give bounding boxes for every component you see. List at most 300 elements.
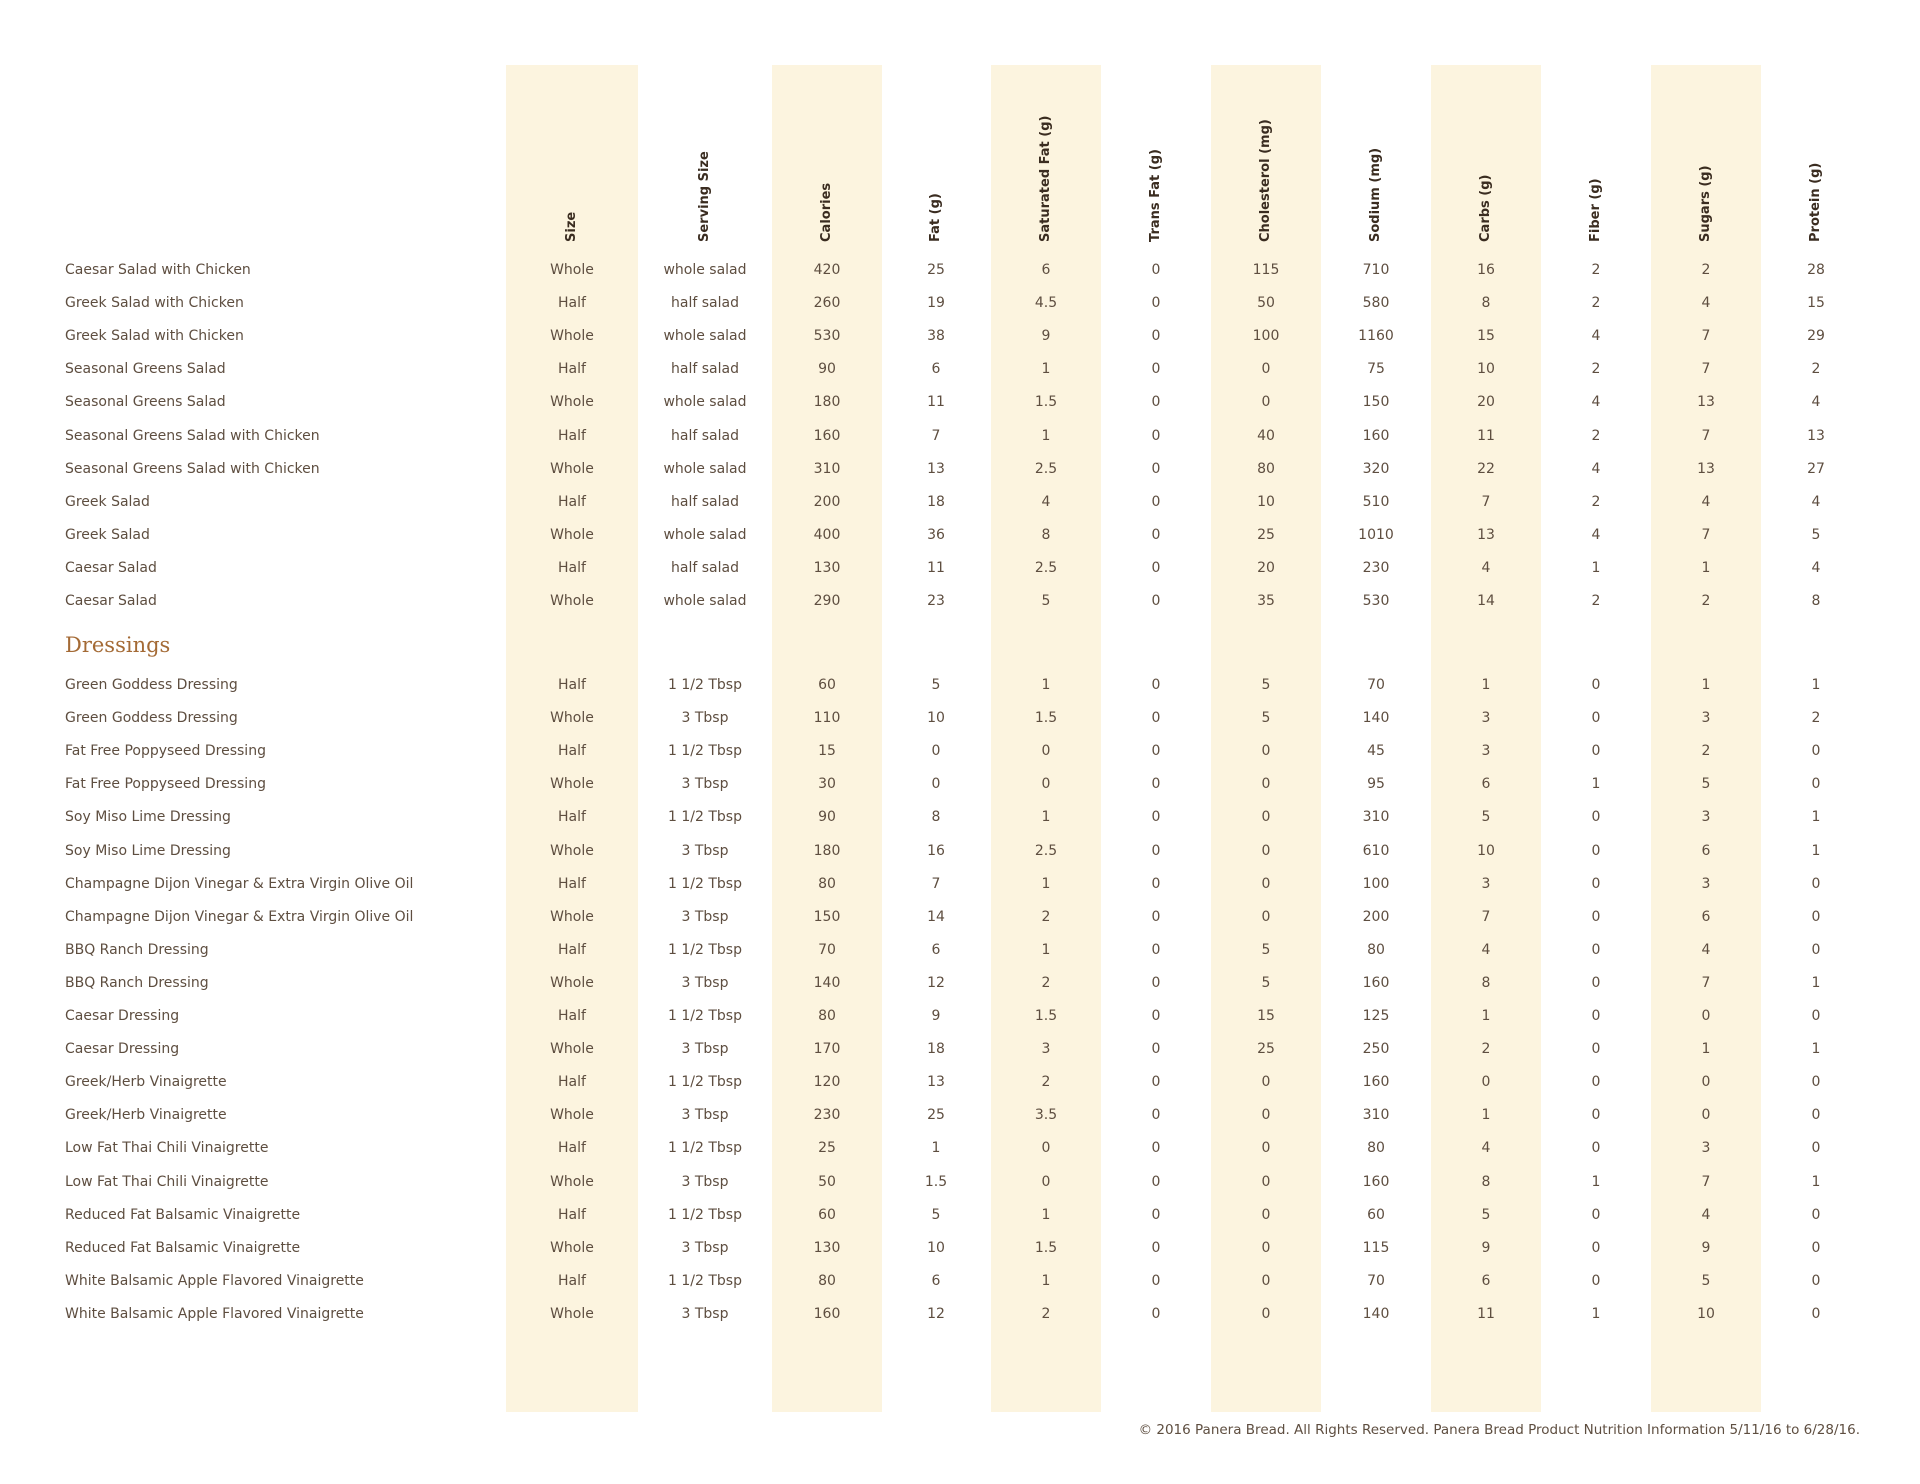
table-cell: 1 xyxy=(1811,842,1821,859)
table-cell: Whole xyxy=(550,908,594,925)
table-cell: 310 xyxy=(1362,1107,1390,1124)
table-cell: 0 xyxy=(1261,809,1271,826)
table-cell: 13 xyxy=(1697,394,1715,411)
table-cell: 50 xyxy=(1257,295,1275,312)
table-cell: 0 xyxy=(1151,1173,1161,1190)
table-cell: 1 xyxy=(1481,1008,1491,1024)
table-cell: 1 xyxy=(1041,677,1051,693)
table-cell: whole salad xyxy=(663,262,747,278)
table-cell: 0 xyxy=(1261,875,1271,892)
table-cell: 6 xyxy=(931,1272,941,1289)
table-cell: 230 xyxy=(813,1107,841,1124)
table-cell: 1 1/2 Tbsp xyxy=(668,1008,742,1024)
table-cell: 0 xyxy=(1151,1074,1161,1091)
column-header: Cholesterol (mg) xyxy=(1258,119,1273,242)
table-cell: 0 xyxy=(931,776,941,793)
table-cell: 115 xyxy=(1362,1239,1390,1256)
table-cell: 1 xyxy=(1041,941,1051,958)
item-name: Caesar Dressing xyxy=(65,1008,180,1024)
item-name: Seasonal Greens Salad xyxy=(65,361,226,378)
table-cell: 7 xyxy=(1701,427,1711,444)
table-cell: 25 xyxy=(1257,1041,1275,1058)
item-name: Seasonal Greens Salad with Chicken xyxy=(65,427,320,444)
table-cell: 1 xyxy=(1811,974,1821,991)
table-cell: 160 xyxy=(1362,1074,1390,1091)
table-cell: 0 xyxy=(1591,1206,1601,1223)
table-cell: 3 xyxy=(1701,710,1711,727)
table-cell: 710 xyxy=(1362,262,1390,278)
table-cell: 180 xyxy=(813,842,841,859)
table-cell: 0 xyxy=(1811,1272,1821,1289)
table-cell: 200 xyxy=(1362,908,1390,925)
table-cell: 45 xyxy=(1367,743,1385,760)
table-cell: 1 xyxy=(1811,1041,1821,1058)
table-cell: 5 xyxy=(1811,526,1821,543)
item-name: Greek Salad with Chicken xyxy=(65,328,244,345)
table-cell: 29 xyxy=(1807,328,1825,345)
table-cell: whole salad xyxy=(663,593,747,609)
table-cell: Whole xyxy=(550,1305,594,1322)
table-cell: 125 xyxy=(1362,1008,1390,1024)
table-cell: 0 xyxy=(1261,1107,1271,1124)
item-name: Greek Salad xyxy=(65,526,150,543)
table-cell: 2 xyxy=(1701,743,1711,760)
item-name: Champagne Dijon Vinegar & Extra Virgin Olive Oil xyxy=(65,908,414,925)
table-cell: 0 xyxy=(1811,1239,1821,1256)
table-cell: 80 xyxy=(1367,1140,1385,1157)
table-cell: 14 xyxy=(927,908,945,925)
table-cell: 18 xyxy=(927,1041,945,1058)
table-cell: Whole xyxy=(550,776,594,793)
table-cell: 2.5 xyxy=(1034,842,1058,859)
table-cell: Whole xyxy=(550,262,594,278)
table-cell: 13 xyxy=(1697,460,1715,477)
table-cell: 1 xyxy=(1591,1305,1601,1322)
table-cell: 3 Tbsp xyxy=(681,1173,729,1190)
table-cell: 320 xyxy=(1362,460,1390,477)
table-cell: 0 xyxy=(1261,1272,1271,1289)
table-cell: 2 xyxy=(1591,427,1601,444)
table-cell: 0 xyxy=(1701,1008,1711,1024)
column-header: Protein (g) xyxy=(1808,162,1823,242)
table-cell: 6 xyxy=(1481,1272,1491,1289)
table-cell: 3 Tbsp xyxy=(681,710,729,727)
table-cell: 5 xyxy=(931,677,941,693)
table-cell: 0 xyxy=(1151,262,1161,278)
table-cell: 1 xyxy=(1811,677,1821,693)
table-cell: 0 xyxy=(1591,1008,1601,1024)
table-cell: 0 xyxy=(1261,394,1271,411)
table-cell: 2 xyxy=(1041,908,1051,925)
table-cell: 8 xyxy=(1811,593,1821,609)
table-cell: 4.5 xyxy=(1034,295,1058,312)
table-cell: 3 xyxy=(1481,710,1491,727)
table-cell: 100 xyxy=(1252,328,1280,345)
table-cell: 4 xyxy=(1811,394,1821,411)
item-name: BBQ Ranch Dressing xyxy=(65,974,209,991)
item-name: White Balsamic Apple Flavored Vinaigrette xyxy=(65,1305,364,1322)
table-cell: 0 xyxy=(1151,361,1161,378)
table-cell: 0 xyxy=(1591,941,1601,958)
table-cell: 13 xyxy=(927,1074,945,1091)
table-cell: 90 xyxy=(818,361,836,378)
table-cell: 290 xyxy=(813,593,841,609)
table-cell: 16 xyxy=(927,842,945,859)
table-cell: 3 Tbsp xyxy=(681,1107,729,1124)
table-cell: 130 xyxy=(813,1239,841,1256)
item-name: Low Fat Thai Chili Vinaigrette xyxy=(65,1173,269,1190)
table-cell: 5 xyxy=(1701,776,1711,793)
table-cell: 5 xyxy=(1261,941,1271,958)
table-cell: Half xyxy=(558,809,586,826)
table-cell: 0 xyxy=(1041,743,1051,760)
table-cell: Whole xyxy=(550,460,594,477)
item-name: Caesar Salad xyxy=(65,593,157,609)
item-name: Greek/Herb Vinaigrette xyxy=(65,1074,227,1091)
table-cell: 28 xyxy=(1807,262,1825,278)
table-cell: 1 xyxy=(1041,1272,1051,1289)
table-cell: 0 xyxy=(1151,493,1161,510)
table-cell: 10 xyxy=(1697,1305,1715,1322)
table-cell: 4 xyxy=(1591,328,1601,345)
table-cell: 530 xyxy=(1362,593,1390,609)
table-cell: 15 xyxy=(818,743,836,760)
table-cell: 0 xyxy=(1811,776,1821,793)
table-cell: 1 xyxy=(1591,559,1601,576)
table-cell: 5 xyxy=(1481,809,1491,826)
table-cell: 1 xyxy=(1041,361,1051,378)
table-cell: 3 Tbsp xyxy=(681,974,729,991)
table-cell: 4 xyxy=(1481,941,1491,958)
table-cell: 3 Tbsp xyxy=(681,1239,729,1256)
item-name: Soy Miso Lime Dressing xyxy=(65,842,231,859)
table-cell: 0 xyxy=(1481,1074,1491,1091)
table-cell: 0 xyxy=(1151,1041,1161,1058)
table-cell: 200 xyxy=(813,493,841,510)
table-cell: 150 xyxy=(813,908,841,925)
table-cell: 0 xyxy=(1591,908,1601,925)
item-name: Caesar Dressing xyxy=(65,1041,180,1058)
table-cell: 130 xyxy=(813,559,841,576)
table-cell: 4 xyxy=(1701,493,1711,510)
table-cell: 1 xyxy=(1701,1041,1711,1058)
table-cell: 530 xyxy=(813,328,841,345)
table-cell: 0 xyxy=(1151,842,1161,859)
table-cell: 3 xyxy=(1701,1140,1711,1157)
table-cell: 25 xyxy=(1257,526,1275,543)
table-cell: 4 xyxy=(1041,493,1051,510)
column-header: Serving Size xyxy=(697,151,712,242)
table-cell: 0 xyxy=(1811,1107,1821,1124)
table-cell: 19 xyxy=(927,295,945,312)
table-cell: 2 xyxy=(1811,710,1821,727)
table-cell: 160 xyxy=(813,427,841,444)
table-cell: Whole xyxy=(550,842,594,859)
table-cell: 25 xyxy=(927,262,945,278)
item-name: Fat Free Poppyseed Dressing xyxy=(65,776,266,793)
table-cell: 80 xyxy=(1257,460,1275,477)
item-name: Reduced Fat Balsamic Vinaigrette xyxy=(65,1206,301,1223)
table-cell: 610 xyxy=(1362,842,1390,859)
table-cell: 25 xyxy=(818,1140,836,1157)
table-cell: 1 1/2 Tbsp xyxy=(668,1272,742,1289)
table-cell: 6 xyxy=(1481,776,1491,793)
column-header: Fiber (g) xyxy=(1588,178,1603,242)
table-cell: 0 xyxy=(1151,1272,1161,1289)
table-cell: 1 1/2 Tbsp xyxy=(668,875,742,892)
table-cell: 0 xyxy=(1151,1008,1161,1024)
table-cell: 160 xyxy=(1362,1173,1390,1190)
item-name: Caesar Salad xyxy=(65,559,157,576)
table-cell: 2.5 xyxy=(1034,460,1058,477)
table-cell: 1.5 xyxy=(1034,1008,1058,1024)
table-cell: 3 Tbsp xyxy=(681,842,729,859)
table-cell: 15 xyxy=(1807,295,1825,312)
table-cell: 0 xyxy=(1151,427,1161,444)
table-cell: Half xyxy=(558,1008,586,1024)
table-cell: 8 xyxy=(1481,295,1491,312)
table-cell: 70 xyxy=(1367,677,1385,693)
table-cell: 0 xyxy=(1261,776,1271,793)
table-cell: 3 xyxy=(1481,743,1491,760)
table-cell: 2 xyxy=(1591,493,1601,510)
column-header: Calories xyxy=(819,182,834,242)
table-cell: 0 xyxy=(1591,743,1601,760)
table-cell: 20 xyxy=(1257,559,1275,576)
table-cell: Whole xyxy=(550,394,594,411)
table-cell: 40 xyxy=(1257,427,1275,444)
table-cell: 0 xyxy=(1151,559,1161,576)
table-cell: 8 xyxy=(931,809,941,826)
table-cell: 0 xyxy=(1261,1239,1271,1256)
table-cell: 11 xyxy=(927,559,945,576)
table-cell: 8 xyxy=(1481,1173,1491,1190)
table-cell: whole salad xyxy=(663,526,747,543)
table-cell: 60 xyxy=(818,677,836,693)
table-cell: 3 xyxy=(1041,1041,1051,1058)
table-cell: 80 xyxy=(818,1272,836,1289)
table-cell: 1 xyxy=(1591,1173,1601,1190)
table-cell: 70 xyxy=(818,941,836,958)
table-cell: half salad xyxy=(671,559,739,576)
table-cell: 16 xyxy=(1477,262,1495,278)
table-cell: Whole xyxy=(550,974,594,991)
table-cell: 25 xyxy=(927,1107,945,1124)
table-cell: 5 xyxy=(1701,1272,1711,1289)
table-cell: 580 xyxy=(1362,295,1390,312)
table-cell: 0 xyxy=(1151,776,1161,793)
table-cell: 0 xyxy=(1151,974,1161,991)
table-cell: 0 xyxy=(1811,875,1821,892)
table-cell: 4 xyxy=(1701,941,1711,958)
table-cell: half salad xyxy=(671,361,739,378)
table-cell: 3 xyxy=(1701,875,1711,892)
table-cell: 0 xyxy=(1151,875,1161,892)
table-cell: 1.5 xyxy=(1034,394,1058,411)
table-cell: 0 xyxy=(1151,710,1161,727)
table-cell: 1 1/2 Tbsp xyxy=(668,809,742,826)
table-cell: 1 1/2 Tbsp xyxy=(668,1074,742,1091)
table-cell: 0 xyxy=(1811,1206,1821,1223)
table-cell: 0 xyxy=(1151,1107,1161,1124)
table-cell: 90 xyxy=(818,809,836,826)
table-cell: 2 xyxy=(1591,295,1601,312)
table-cell: 140 xyxy=(1362,710,1390,727)
table-cell: 2 xyxy=(1701,262,1711,278)
table-cell: 1 xyxy=(1041,1206,1051,1223)
table-cell: 11 xyxy=(1477,1305,1495,1322)
table-cell: 1 xyxy=(1701,559,1711,576)
table-cell: whole salad xyxy=(663,394,747,411)
table-cell: 510 xyxy=(1362,493,1390,510)
table-cell: 0 xyxy=(1811,1008,1821,1024)
table-cell: 80 xyxy=(818,875,836,892)
table-cell: 1 xyxy=(1481,677,1491,693)
table-cell: 0 xyxy=(1591,677,1601,693)
table-cell: 1 xyxy=(931,1140,941,1157)
column-header: Size xyxy=(564,211,579,242)
table-cell: 1 xyxy=(1701,677,1711,693)
column-header: Fat (g) xyxy=(928,193,943,242)
table-cell: 100 xyxy=(1362,875,1390,892)
table-cell: 12 xyxy=(927,1305,945,1322)
table-cell: 3 Tbsp xyxy=(681,908,729,925)
table-cell: 0 xyxy=(1591,1041,1601,1058)
table-cell: 1160 xyxy=(1358,328,1394,345)
table-cell: 1.5 xyxy=(1034,1239,1058,1256)
table-cell: 60 xyxy=(818,1206,836,1223)
table-cell: 0 xyxy=(1261,1305,1271,1322)
table-cell: 0 xyxy=(1151,1305,1161,1322)
table-cell: Half xyxy=(558,1206,586,1223)
table-cell: Half xyxy=(558,559,586,576)
table-cell: 15 xyxy=(1477,328,1495,345)
table-cell: 0 xyxy=(1151,593,1161,609)
item-name: BBQ Ranch Dressing xyxy=(65,941,209,958)
table-cell: 8 xyxy=(1481,974,1491,991)
table-cell: 0 xyxy=(931,743,941,760)
table-cell: 120 xyxy=(813,1074,841,1091)
table-cell: Half xyxy=(558,361,586,378)
table-cell: 80 xyxy=(1367,941,1385,958)
item-name: Fat Free Poppyseed Dressing xyxy=(65,743,266,760)
table-cell: 5 xyxy=(1261,974,1271,991)
table-cell: 160 xyxy=(1362,974,1390,991)
table-cell: Half xyxy=(558,1140,586,1157)
table-cell: 420 xyxy=(813,262,841,278)
table-cell: 0 xyxy=(1261,1140,1271,1157)
table-cell: 3 xyxy=(1481,875,1491,892)
table-cell: 7 xyxy=(931,875,941,892)
table-cell: Whole xyxy=(550,328,594,345)
table-cell: 36 xyxy=(927,526,945,543)
table-cell: 0 xyxy=(1151,677,1161,693)
table-cell: 0 xyxy=(1261,1074,1271,1091)
table-cell: Whole xyxy=(550,526,594,543)
table-cell: 3 xyxy=(1701,809,1711,826)
table-cell: 3 Tbsp xyxy=(681,1305,729,1322)
table-cell: 0 xyxy=(1151,1140,1161,1157)
table-cell: 6 xyxy=(1701,842,1711,859)
table-cell: 10 xyxy=(927,710,945,727)
table-cell: 5 xyxy=(931,1206,941,1223)
table-cell: 0 xyxy=(1151,328,1161,345)
table-cell: Half xyxy=(558,1272,586,1289)
table-cell: 7 xyxy=(1481,493,1491,510)
table-cell: 0 xyxy=(1591,1272,1601,1289)
table-cell: 13 xyxy=(1477,526,1495,543)
table-cell: 4 xyxy=(1811,559,1821,576)
table-cell: 0 xyxy=(1811,908,1821,925)
table-cell: 0 xyxy=(1811,941,1821,958)
table-cell: 6 xyxy=(931,361,941,378)
table-cell: 2 xyxy=(1041,1074,1051,1091)
table-cell: 1 xyxy=(1591,776,1601,793)
item-name: Champagne Dijon Vinegar & Extra Virgin Olive Oil xyxy=(65,875,414,892)
table-cell: 1 1/2 Tbsp xyxy=(668,1206,742,1223)
table-cell: Half xyxy=(558,743,586,760)
table-cell: 150 xyxy=(1362,394,1390,411)
table-cell: 7 xyxy=(1481,908,1491,925)
table-cell: 4 xyxy=(1591,394,1601,411)
table-cell: 14 xyxy=(1477,593,1495,609)
table-cell: 5 xyxy=(1041,593,1051,609)
item-name: White Balsamic Apple Flavored Vinaigrette xyxy=(65,1272,364,1289)
table-cell: Half xyxy=(558,677,586,693)
table-cell: 7 xyxy=(1701,526,1711,543)
table-cell: 13 xyxy=(1807,427,1825,444)
table-cell: 230 xyxy=(1362,559,1390,576)
table-cell: 11 xyxy=(1477,427,1495,444)
table-cell: 5 xyxy=(1481,1206,1491,1223)
table-cell: 140 xyxy=(1362,1305,1390,1322)
column-header: Carbs (g) xyxy=(1478,174,1493,242)
table-cell: 2 xyxy=(1481,1041,1491,1058)
table-cell: Whole xyxy=(550,1239,594,1256)
item-name: Low Fat Thai Chili Vinaigrette xyxy=(65,1140,269,1157)
table-cell: 0 xyxy=(1151,460,1161,477)
footer-copyright: © 2016 Panera Bread. All Rights Reserved. Panera Bread Product Nutrition Information 5/11/16 to 6/28/16. xyxy=(1138,1422,1860,1438)
table-cell: 13 xyxy=(927,460,945,477)
table-cell: Whole xyxy=(550,1041,594,1058)
item-name: Green Goddess Dressing xyxy=(65,677,238,693)
table-cell: 0 xyxy=(1261,1206,1271,1223)
table-cell: 310 xyxy=(1362,809,1390,826)
table-cell: Half xyxy=(558,295,586,312)
item-name: Soy Miso Lime Dressing xyxy=(65,809,231,826)
table-cell: 5 xyxy=(1261,710,1271,727)
table-cell: 0 xyxy=(1151,941,1161,958)
table-cell: 95 xyxy=(1367,776,1385,793)
table-cell: 50 xyxy=(818,1173,836,1190)
table-cell: 3 Tbsp xyxy=(681,1041,729,1058)
table-cell: Half xyxy=(558,427,586,444)
item-name: Caesar Salad with Chicken xyxy=(65,262,251,278)
table-cell: 75 xyxy=(1367,361,1385,378)
table-cell: 23 xyxy=(927,593,945,609)
table-cell: 0 xyxy=(1591,1074,1601,1091)
table-cell: 0 xyxy=(1591,875,1601,892)
table-cell: 0 xyxy=(1261,1173,1271,1190)
table-cell: 2 xyxy=(1041,1305,1051,1322)
table-cell: 110 xyxy=(813,710,841,727)
table-cell: 15 xyxy=(1257,1008,1275,1024)
table-cell: 1 xyxy=(1041,427,1051,444)
table-cell: 35 xyxy=(1257,593,1275,609)
table-cell: 1 xyxy=(1811,1173,1821,1190)
table-cell: Half xyxy=(558,1074,586,1091)
table-cell: 22 xyxy=(1477,460,1495,477)
